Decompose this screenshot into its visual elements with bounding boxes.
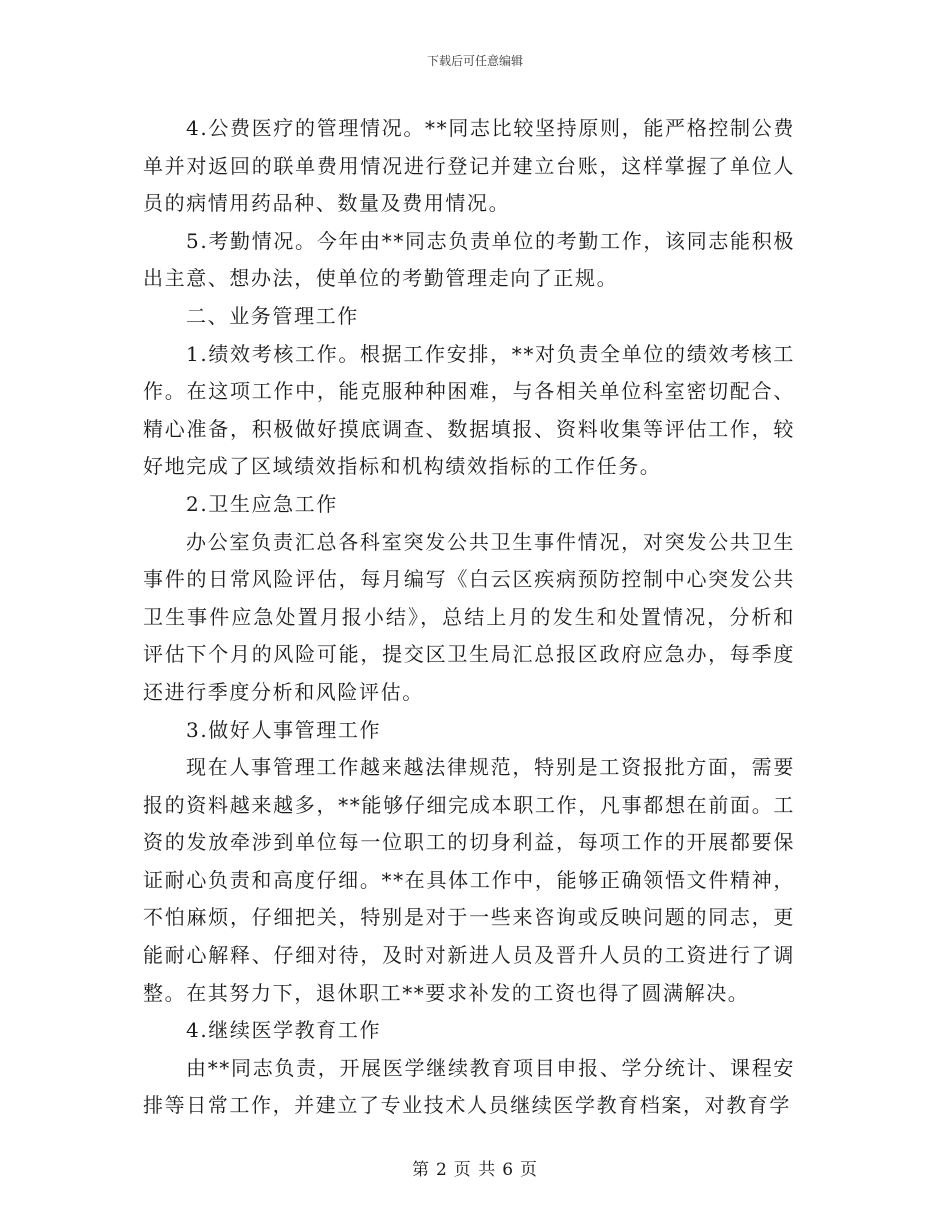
footer-suffix: 页 [520,1160,539,1180]
section-heading: 二、业务管理工作 [186,303,359,328]
paragraph: 办公室负责汇总各科室突发公共卫生事件情况，对突发公共卫生事件的日常风险评估，每月编写《白云区疾病预防控制中心突发公共卫生事件应急处置月报小结》，总结上月的发生和处置情况，分析和评估下个月的风险可能，提交区卫生局汇总报区政府应急办，每季度还进行季度分析和风险评估。 [143,529,795,704]
paragraph: 5.考勤情况。今年由**同志负责单位的考勤工作，该同志能积极出主意、想办法，使单位的考勤管理走向了正规。 [143,228,795,291]
subsection-heading: 4.继续医学教育工作 [186,1018,382,1043]
page-total: 6 [502,1160,515,1180]
subsection-heading: 3.做好人事管理工作 [186,717,382,742]
paragraph: 1.绩效考核工作。根据工作安排，**对负责全单位的绩效考核工作。在这项工作中，能克服种种困难，与各相关单位科室密切配合、精心准备，积极做好摸底调查、数据填报、资料收集等评估工作，较好地完成了区域绩效指标和机构绩效指标的工作任务。 [143,341,795,479]
paragraph: 由**同志负责，开展医学继续教育项目申报、学分统计、课程安排等日常工作，并建立了专业技术人员继续医学教育档案，对教育学 [143,1055,795,1118]
paragraph: 现在人事管理工作越来越法律规范，特别是工资报批方面，需要报的资料越来越多，**能够仔细完成本职工作，凡事都想在前面。工资的发放牵涉到单位每一位职工的切身利益，每项工作的开展都要保证耐心负责和高度仔细。**在具体工作中，能够正确领悟文件精神，不怕麻烦，仔细把关，特别是对于一些来咨询或反映问题的同志，更能耐心解释、仔细对待，及时对新进人员及晋升人员的工资进行了调整。在其努力下，退休职工**要求补发的工资也得了圆满解决。 [143,755,795,1005]
document-body [143,110,795,1125]
subsection-heading: 2.卫生应急工作 [186,491,338,516]
paragraph: 4.公费医疗的管理情况。**同志比较坚持原则，能严格控制公费单并对返回的联单费用情况进行登记并建立台账，这样掌握了单位人员的病情用药品种、数量及费用情况。 [143,116,795,216]
page-header [0,52,950,69]
page-number: 2 [435,1160,448,1180]
page-footer [0,1155,950,1180]
footer-prefix: 第 [411,1160,430,1180]
footer-middle: 页 共 [453,1160,497,1180]
header-text: 下载后可任意编辑 [426,54,523,68]
